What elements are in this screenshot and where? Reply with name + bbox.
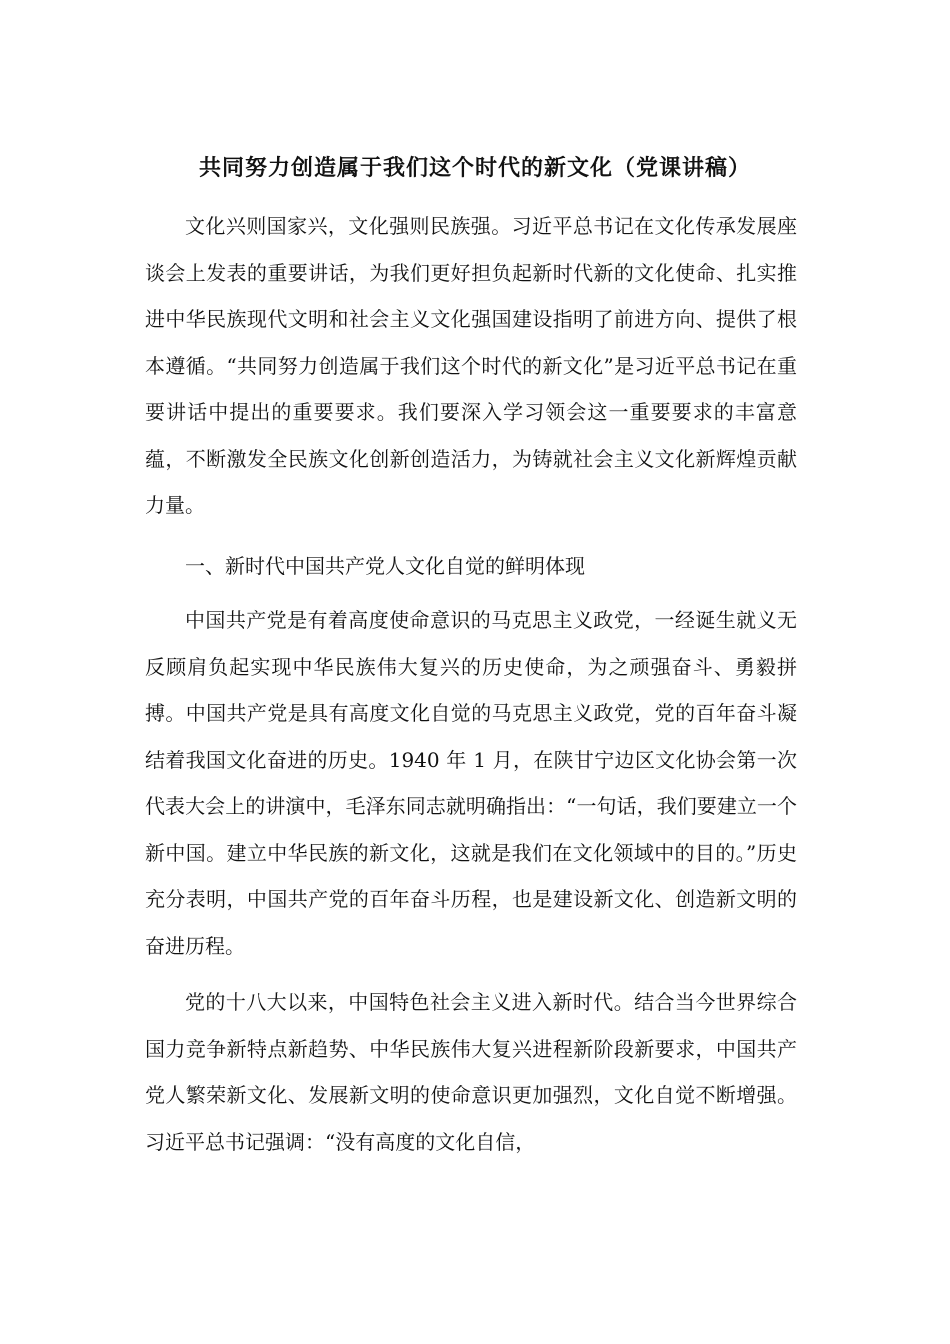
intro-paragraph: 文化兴则国家兴，文化强则民族强。习近平总书记在文化传承发展座谈会上发表的重要讲话，为我们更好担负起新时代新的文化使命、扎实推进中华民族现代文明和社会主义文化强国建设指明了前进方向、提供了根本遵循。“共同努力创造属于我们这个时代的新文化”是习近平总书记在重要讲话中提出的重要要求。我们要深入学习领会这一重要要求的丰富意蕴，不断激发全民族文化创新创造活力，为铸就社会主义文化新辉煌贡献力量。	[145, 214, 797, 517]
body-paragraph: 党的十八大以来，中国特色社会主义进入新时代。结合当今世界综合国力竞争新特点新趋势、中华民族伟大复兴进程新阶段新要求，中国共产党人繁荣新文化、发展新文明的使命意识更加强烈，文化自觉不断增强。习近平总书记强调：“没有高度的文化自信，	[145, 990, 797, 1154]
section-heading: 一、新时代中国共产党人文化自觉的鲜明体现	[185, 553, 585, 578]
body-paragraph: 中国共产党是有着高度使命意识的马克思主义政党，一经诞生就义无反顾肩负起实现中华民族伟大复兴的历史使命，为之顽强奋斗、勇毅拼搏。中国共产党是具有高度文化自觉的马克思主义政党，党的百年奋斗凝结着我国文化奋进的历史。1940 年 1 月，在陕甘宁边区文化协会第一次代表大会上的讲演中，毛泽东同志就明确指出：“一句话，我们要建立一个新中国。建立中华民族的新文化，这就是我们在文化领域中的目的。”历史充分表明，中国共产党的百年奋斗历程，也是建设新文化、创造新文明的奋进历程。	[145, 608, 797, 958]
document-body	[145, 203, 797, 1165]
document-title: 共同努力创造属于我们这个时代的新文化（党课讲稿）	[198, 155, 751, 181]
